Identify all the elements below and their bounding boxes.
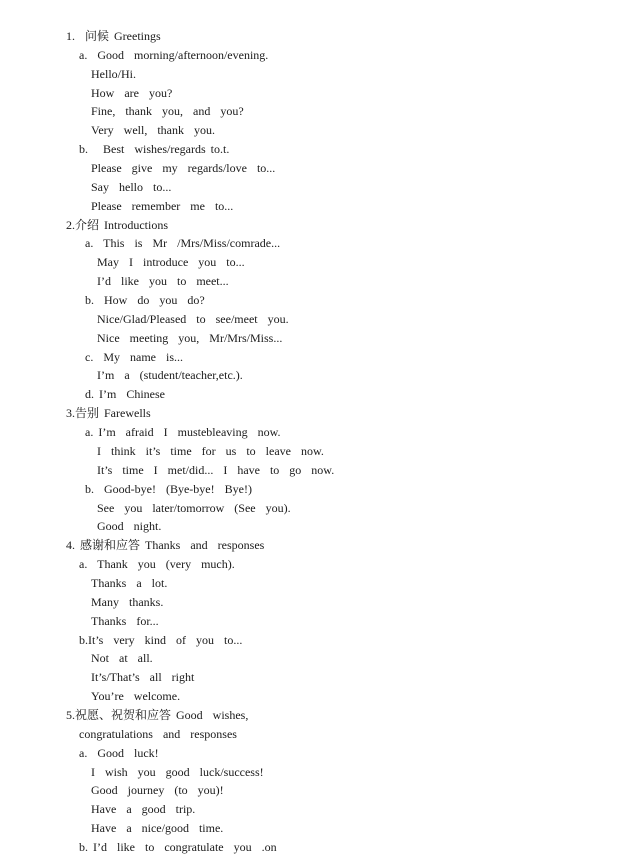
text-line: b. Best wishes/regards to.t. (79, 142, 230, 157)
text-line: I think it’s time for us to leave now. (97, 443, 324, 458)
text-line: b.It’s very kind of you to... (79, 632, 243, 647)
text-line: d. I’m Chinese (85, 387, 165, 402)
text-line: b. Good-bye! (Bye-bye! Bye!) (85, 481, 252, 496)
text-line: 5.祝愿、祝贺和应答 Good wishes, (66, 707, 249, 722)
text-line: 3.告别 Farewells (66, 406, 151, 421)
text-line: I wish you good luck/success! (91, 764, 264, 779)
text-line: Thanks a lot. (91, 575, 168, 590)
text-line: Please give my regards/love to... (91, 161, 276, 176)
text-line: a. This is Mr /Mrs/Miss/comrade... (85, 236, 281, 251)
text-line: 2.介绍 Introductions (66, 217, 168, 232)
text-line: Very well, thank you. (91, 123, 215, 138)
text-line: It’s/That’s all right (91, 670, 195, 685)
text-line: It’s time I met/did... I have to go now. (97, 462, 335, 477)
text-line: Good night. (97, 519, 162, 534)
text-line: Nice/Glad/Pleased to see/meet you. (97, 311, 289, 326)
text-line: a. Good morning/afternoon/evening. (79, 47, 269, 62)
text-line: Have a good trip. (91, 802, 196, 817)
text-line: Not at all. (91, 651, 153, 666)
text-line: congratulations and responses (79, 726, 237, 741)
text-line: Many thanks. (91, 594, 164, 609)
text-line: Say hello to... (91, 179, 172, 194)
text-line: Fine, thank you, and you? (91, 104, 244, 119)
text-line: You’re welcome. (91, 689, 181, 704)
text-line: See you later/tomorrow (See you). (97, 500, 291, 515)
text-line: a. I’m afraid I mustebleaving now. (85, 425, 281, 440)
text-line: Please remember me to... (91, 198, 234, 213)
text-line: 1. 问候 Greetings (66, 29, 161, 43)
text-line: Thanks for... (91, 613, 159, 628)
text-line: a. Good luck! (79, 745, 159, 760)
text-line: b. I’d like to congratulate you .on (79, 839, 277, 854)
text-line: I’d like you to meet... (97, 274, 229, 289)
text-line: Hello/Hi. (91, 66, 136, 81)
text-line: I’m a (student/teacher,etc.). (97, 368, 243, 383)
text-line: b. How do you do? (85, 293, 205, 308)
text-line: 4. 感谢和应答 Thanks and responses (66, 538, 265, 553)
text-line: Have a nice/good time. (91, 821, 224, 836)
text-line: Nice meeting you, Mr/Mrs/Miss... (97, 330, 283, 345)
text-line: c. My name is... (85, 349, 183, 364)
text-line: How are you? (91, 85, 173, 100)
text-line: a. Thank you (very much). (79, 557, 235, 572)
text-line: May I introduce you to... (97, 255, 245, 270)
text-line: Good journey (to you)! (91, 783, 224, 798)
